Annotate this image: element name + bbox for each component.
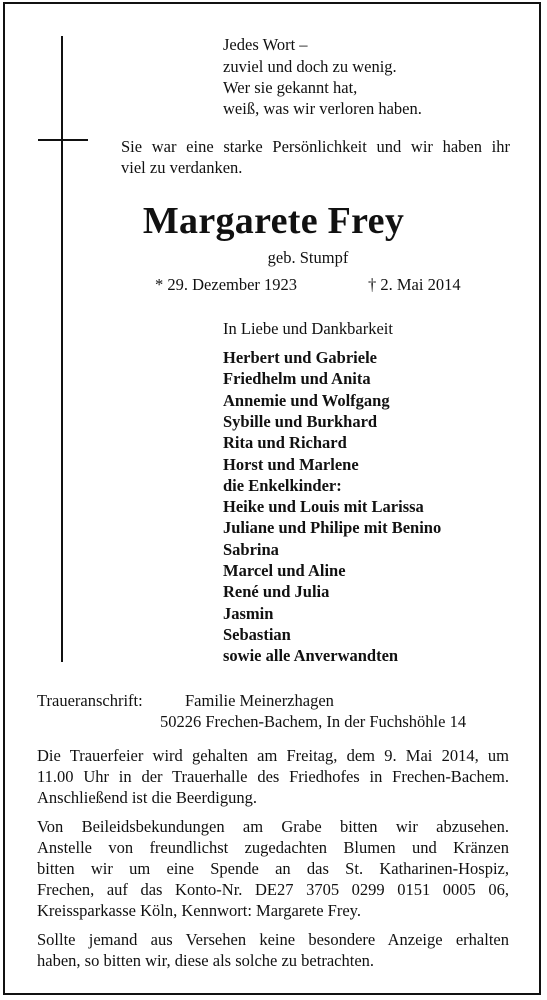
birth-name: geb. Stumpf xyxy=(267,248,349,267)
cross-symbol-horizontal xyxy=(38,139,88,141)
death-date: † 2. Mai 2014 xyxy=(368,275,461,294)
mourner-name: Sabrina xyxy=(223,539,279,559)
paragraph-line: Anstelle von freundlichst zugedachten Blumen und Kränzen xyxy=(37,838,509,857)
paragraph-line: bitten wir um eine Spende an das St. Katharinen-Hospiz, xyxy=(37,859,509,878)
mourner-name: Sebastian xyxy=(223,624,291,644)
cross-symbol-vertical xyxy=(61,36,63,662)
mourner-name: Herbert und Gabriele xyxy=(223,348,377,367)
paragraph-line: Von Beileidsbekundungen am Grabe bitten wir abzusehen. xyxy=(37,817,509,836)
mourner-name: Rita und Richard xyxy=(223,433,347,453)
mourner-name: Friedhelm und Anita xyxy=(223,369,371,389)
paragraph-line: Anschließend ist die Beerdigung. xyxy=(37,788,257,807)
mourner-name: Jasmin xyxy=(223,603,274,623)
paragraph-line: Die Trauerfeier wird gehalten am Freitag, dem 9. Mai 2014, um xyxy=(37,746,509,765)
poem-line: weiß, was wir verloren haben. xyxy=(223,99,422,118)
mourners-heading: In Liebe und Dankbarkeit xyxy=(223,319,393,338)
paragraph-line: 11.00 Uhr in der Trauerhalle des Friedhofes in Frechen-Bachem. xyxy=(37,767,509,786)
mourner-name: Sybille und Burkhard xyxy=(223,411,378,431)
paragraph-line: haben, so bitten wir, diese als solche zu betrachten. xyxy=(37,951,375,970)
paragraph-line: Frechen, auf das Konto-Nr. DE27 3705 0299 0151 0005 06, xyxy=(37,880,509,899)
address-line: 50226 Frechen-Bachem, In der Fuchshöhle 14 xyxy=(160,712,467,731)
mourner-name: Juliane und Philipe mit Benino xyxy=(223,518,442,538)
paragraph-line: Kreissparkasse Köln, Kennwort: Margarete Frey. xyxy=(37,901,361,920)
mourner-name: René und Julia xyxy=(223,582,330,602)
intro-line: viel zu verdanken. xyxy=(121,158,243,177)
mourner-name: Annemie und Wolfgang xyxy=(223,390,390,410)
mourner-name: Horst und Marlene xyxy=(223,454,359,474)
birth-date: * 29. Dezember 1923 xyxy=(155,275,298,294)
address-line: Familie Meinerzhagen xyxy=(185,691,334,710)
deceased-name: Margarete Frey xyxy=(142,200,405,242)
poem-line: Jedes Wort – xyxy=(223,35,308,54)
address-label: Traueranschrift: xyxy=(37,691,143,710)
poem-line: zuviel und doch zu wenig. xyxy=(223,57,397,76)
mourner-name: sowie alle Anverwandten xyxy=(223,646,399,666)
mourner-name: Heike und Louis mit Larissa xyxy=(223,497,424,517)
mourner-name: die Enkelkinder: xyxy=(223,475,342,495)
paragraph-line: Sollte jemand aus Versehen keine besondere Anzeige erhalten xyxy=(37,930,509,949)
mourner-name: Marcel und Aline xyxy=(223,561,346,580)
intro-line: Sie war eine starke Persönlichkeit und wir haben ihr xyxy=(121,137,510,156)
poem-line: Wer sie gekannt hat, xyxy=(223,78,358,97)
